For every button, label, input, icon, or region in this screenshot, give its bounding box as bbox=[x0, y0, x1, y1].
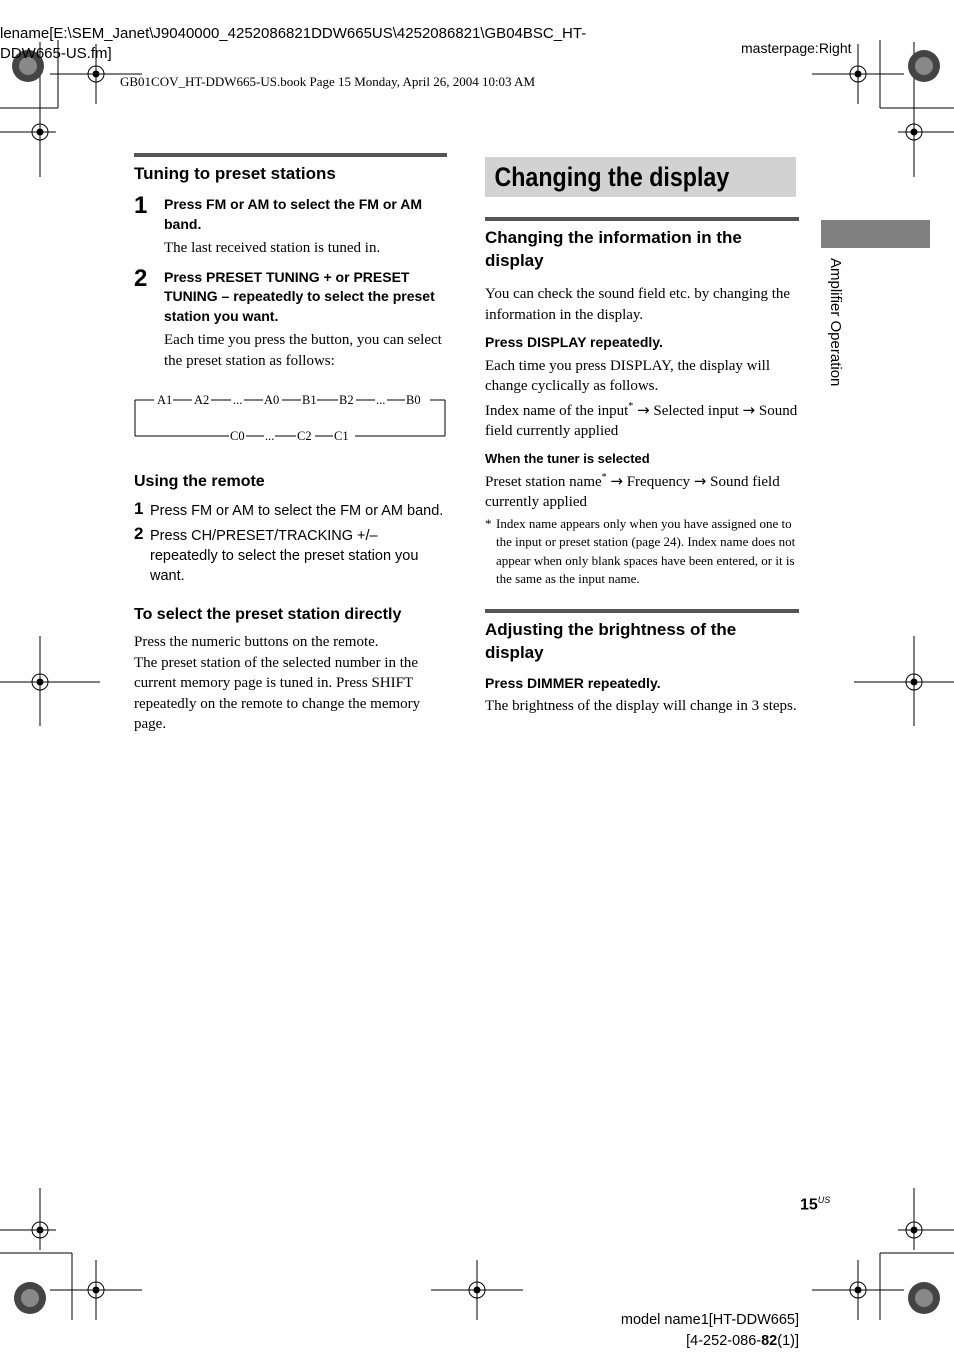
footer-code-suffix: (1)] bbox=[777, 1333, 799, 1349]
section-heading-preset: Tuning to preset stations bbox=[134, 153, 447, 185]
diagram-label: B2 bbox=[339, 393, 354, 407]
footer-code-prefix: [4-252-086- bbox=[686, 1333, 762, 1349]
diagram-label: A0 bbox=[264, 393, 280, 407]
footnote-asterisk: * bbox=[485, 515, 492, 531]
book-info-line: GB01COV_HT-DDW665-US.book Page 15 Monday, April 26, 2004 10:03 AM bbox=[120, 74, 536, 89]
diagram-label: C1 bbox=[334, 429, 349, 443]
press-dimmer-instruction: Press DIMMER repeatedly. bbox=[485, 674, 661, 691]
right-column bbox=[485, 157, 799, 717]
remote-step-1 bbox=[134, 501, 447, 521]
step-body: The last received station is tuned in. bbox=[164, 240, 381, 256]
footer-model-info bbox=[621, 1310, 799, 1352]
asterisk: * bbox=[601, 471, 607, 483]
diagram-label: ... bbox=[265, 429, 275, 443]
footer-model: model name1[HT-DDW665] bbox=[620, 1312, 799, 1328]
section-title: Changing the display bbox=[494, 162, 730, 192]
step-instruction: Press FM or AM to select the FM or AM band. bbox=[164, 196, 422, 232]
diagram-label: B1 bbox=[302, 393, 317, 407]
press-display-instruction: Press DISPLAY repeatedly. bbox=[485, 334, 663, 350]
section-tab-marker bbox=[821, 220, 930, 248]
remote-step-2 bbox=[134, 526, 447, 586]
tuner-heading: When the tuner is selected bbox=[485, 450, 650, 466]
info-heading: Changing the information in the display bbox=[485, 217, 799, 272]
display-cycle bbox=[485, 397, 799, 442]
arrow-right-icon: → bbox=[610, 471, 623, 490]
brightness-heading: Adjusting the brightness of the display bbox=[485, 609, 799, 664]
diagram-label: C0 bbox=[230, 429, 245, 443]
masterpage-label: masterpage:Right bbox=[741, 40, 852, 56]
page-number bbox=[800, 1195, 830, 1214]
info-body: You can check the sound field etc. by changing the information in the display. bbox=[485, 286, 791, 323]
footnote-text: Index name appears only when you have assigned one to the input or preset station (page 24). Index name does not appear when only blank spaces have been entered, or it is the same as the input name. bbox=[496, 515, 796, 586]
diagram-label: A2 bbox=[194, 393, 210, 407]
side-tab-label: Amplifier Operation bbox=[827, 258, 844, 387]
preset-cycle-diagram bbox=[134, 391, 447, 443]
tuner-cycle bbox=[485, 468, 799, 513]
dimmer-body: The brightness of the display will change in 3 steps. bbox=[485, 698, 797, 714]
direct-body-1: Press the numeric buttons on the remote. bbox=[134, 634, 379, 650]
footnote bbox=[485, 515, 799, 589]
diagram-label: ... bbox=[233, 393, 243, 407]
direct-heading: To select the preset station directly bbox=[134, 606, 402, 623]
step-number: 1 bbox=[134, 192, 148, 219]
direct-body-2: The preset station of the selected number in the current memory page is tuned in. Press SHIFT repeatedly on the remote to change the memory page. bbox=[134, 654, 421, 732]
asterisk: * bbox=[628, 400, 634, 412]
section-title-box bbox=[485, 157, 796, 197]
step-number: 2 bbox=[134, 524, 144, 543]
arrow-right-icon: → bbox=[637, 400, 650, 419]
step-number: 1 bbox=[134, 499, 144, 518]
tuner-sound: Sound field currently applied bbox=[485, 473, 780, 510]
tuner-preset: Preset station name bbox=[485, 473, 602, 490]
filename-header: lename[E:\SEM_Janet\J9040000_4252086821DDW665US\4252086821\GB04BSC_HT- DDW665-US.fm] bbox=[0, 25, 587, 62]
arrow-right-icon: → bbox=[693, 471, 707, 490]
cycle-selected: Selected input bbox=[653, 402, 739, 419]
step-number: 2 bbox=[134, 264, 148, 292]
diagram-label: ... bbox=[376, 393, 386, 407]
remote-heading: Using the remote bbox=[134, 473, 265, 490]
diagram-label: C2 bbox=[297, 429, 312, 443]
page-number-suffix: US bbox=[817, 1195, 831, 1205]
step-2 bbox=[134, 264, 447, 372]
cycle-index: Index name of the input bbox=[485, 402, 629, 419]
footer-code bbox=[621, 1331, 799, 1352]
diagram-label: B0 bbox=[406, 393, 421, 407]
cycle-sound: Sound field currently applied bbox=[485, 402, 798, 439]
step-text: Press FM or AM to select the FM or AM band. bbox=[150, 503, 444, 519]
display-body: Each time you press DISPLAY, the display will change cyclically as follows. bbox=[485, 357, 770, 394]
tuner-frequency: Frequency bbox=[626, 473, 691, 490]
arrow-right-icon: → bbox=[742, 400, 756, 419]
footer-code-bold: 82 bbox=[761, 1333, 778, 1349]
step-1 bbox=[134, 192, 447, 259]
left-column bbox=[134, 153, 447, 735]
diagram-label: A1 bbox=[157, 393, 173, 407]
step-body: Each time you press the button, you can select the preset station as follows: bbox=[164, 332, 442, 369]
step-text: Press CH/PRESET/TRACKING +/– repeatedly to select the preset station you want. bbox=[150, 528, 419, 584]
step-instruction: Press PRESET TUNING + or PRESET TUNING – repeatedly to select the preset station you want. bbox=[164, 268, 435, 324]
page-number-value: 15 bbox=[800, 1196, 818, 1214]
